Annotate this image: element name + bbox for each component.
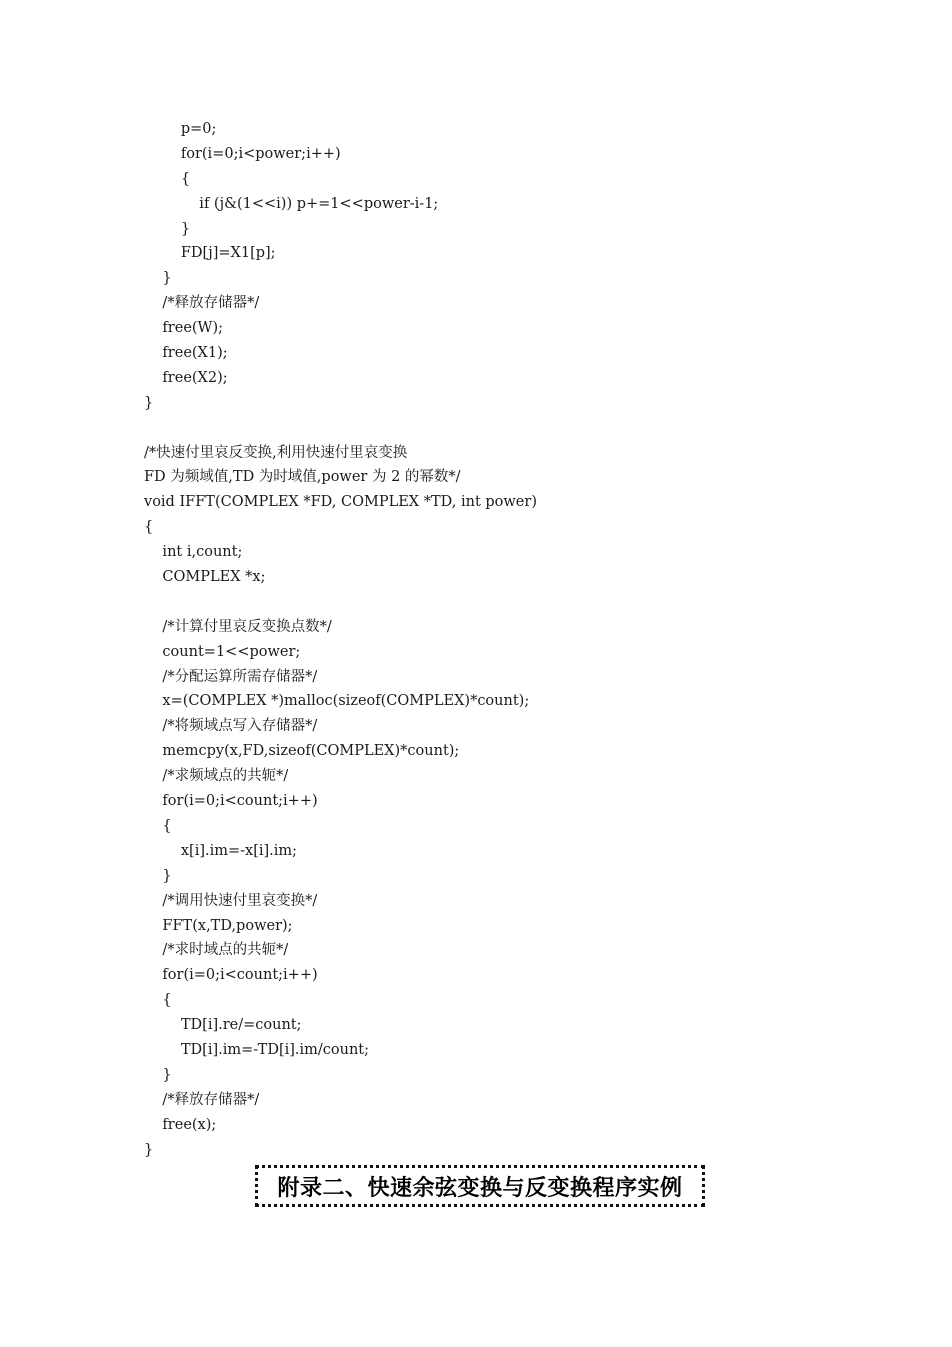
code-line: } (144, 867, 172, 884)
code-line: for(i=0;i<count;i++) (144, 967, 318, 984)
code-line: p=0; (144, 121, 217, 137)
code-line: x=(COMPLEX *)malloc(sizeof(COMPLEX)*count); (144, 693, 530, 710)
code-line: /*计算付里哀反变换点数*/ (144, 618, 332, 635)
code-line: /*调用快速付里哀变换*/ (144, 892, 318, 909)
code-line: int i,count; (144, 544, 243, 561)
code-line: /*求频域点的共轭*/ (144, 768, 289, 785)
code-line: /*快速付里哀反变换,利用快速付里哀变换 (144, 444, 408, 461)
code-line: free(X1); (144, 345, 228, 362)
code-line: /*求时域点的共轭*/ (144, 942, 289, 959)
code-line: } (144, 220, 191, 237)
code-line (144, 590, 844, 615)
code-line: COMPLEX *x; (144, 569, 266, 586)
code-line: for(i=0;i<count;i++) (144, 793, 318, 810)
code-line: for(i=0;i<power;i++) (144, 145, 341, 162)
code-line: if (j&(1<<i)) p+=1<<power-i-1; (144, 195, 439, 212)
code-line: { (144, 817, 172, 834)
code-line: } (144, 270, 172, 287)
code-line: } (144, 394, 154, 411)
code-line: free(x); (144, 1116, 217, 1133)
code-listing (144, 117, 844, 1162)
appendix-heading: 附录二、快速余弦变换与反变换程序实例 (277, 1175, 683, 1201)
code-line: { (144, 170, 191, 187)
code-line: } (144, 1066, 172, 1083)
code-line: { (144, 992, 172, 1009)
code-line: /*将频域点写入存储器*/ (144, 718, 318, 735)
code-line: } (144, 1141, 154, 1158)
code-line: count=1<<power; (144, 643, 301, 660)
code-line: { (144, 519, 154, 536)
code-line: FFT(x,TD,power); (144, 917, 293, 934)
code-line: x[i].im=-x[i].im; (144, 842, 298, 859)
code-line: /*释放存储器*/ (144, 295, 260, 312)
appendix-heading-box (255, 1165, 705, 1207)
code-line: void IFFT(COMPLEX *FD, COMPLEX *TD, int power) (144, 494, 537, 511)
code-line: free(W); (144, 320, 223, 337)
code-line: TD[i].re/=count; (144, 1017, 302, 1034)
code-line: TD[i].im=-TD[i].im/count; (144, 1041, 370, 1058)
code-line: FD[j]=X1[p]; (144, 245, 276, 262)
code-line: /*释放存储器*/ (144, 1091, 260, 1108)
code-line: /*分配运算所需存储器*/ (144, 668, 318, 685)
code-line: memcpy(x,FD,sizeof(COMPLEX)*count); (144, 743, 460, 760)
code-line: FD 为频域值,TD 为时域值,power 为 2 的幂数*/ (144, 469, 461, 486)
code-line (144, 416, 844, 441)
code-line: free(X2); (144, 369, 228, 386)
